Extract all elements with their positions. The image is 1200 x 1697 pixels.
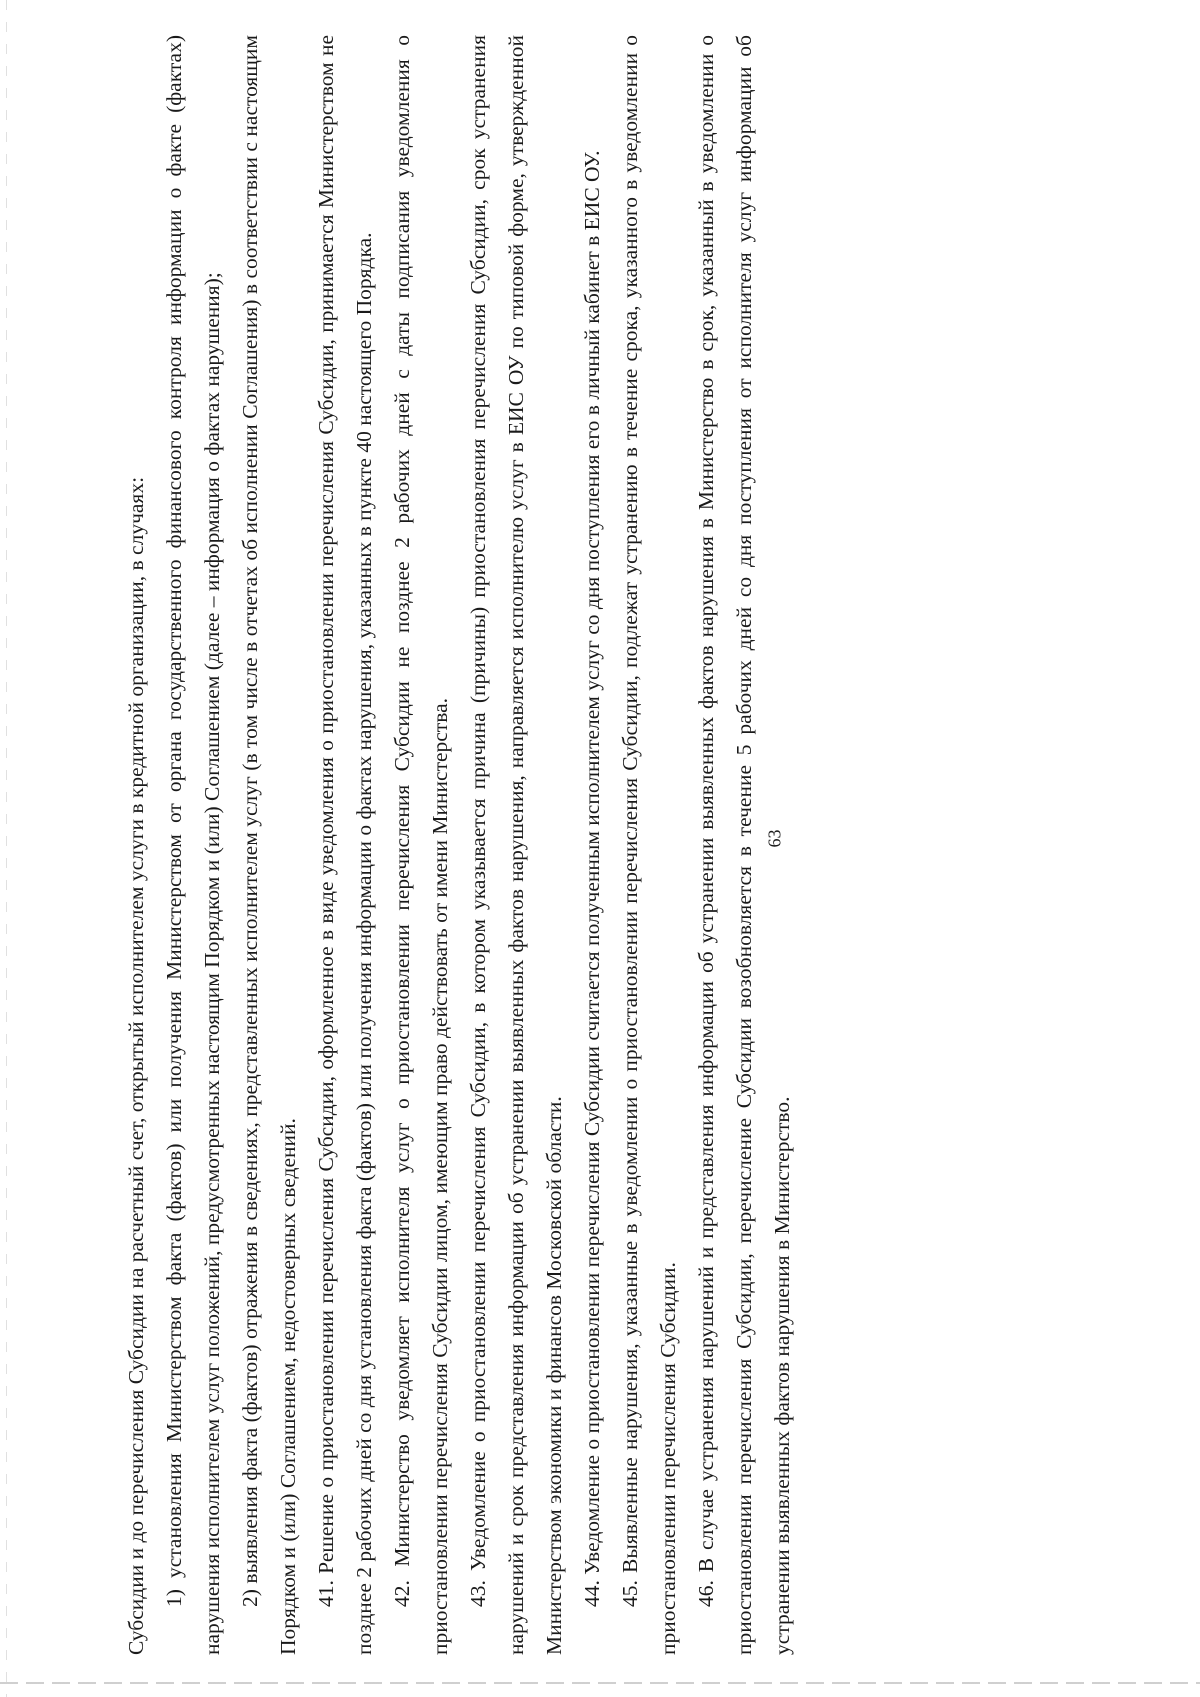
paragraph-continuation: Субсидии и до перечисления Субсидии на расчетный счет, открытый исполнителем услуги в кредитной организации, в случаях: [124, 476, 148, 1655]
paragraph-41: 41. Решение о приостановлении перечисления Субсидии, оформленное в виде уведомления о приостановлении перечисления Субсидии, принимается Министерством не позднее 2 рабочих дней со дня установления факта (фактов) или получения информации о фактах нарушения, указанных в пункте 40 настоящего Порядка. [314, 35, 376, 1655]
document-body [117, 35, 1067, 1655]
paragraph-43: 43. Уведомление о приостановлении перечисления Субсидии, в котором указывается причина (причины) приостановления перечисления Субсидии, срок устранения нарушений и срок представления информации об устранении выявленных фактов нарушения, направляется исполнителю услуг в ЕИС ОУ по типовой форме, утвержденной Министерством экономики и финансов Московской области. [466, 35, 566, 1655]
paragraph-46: 46. В случае устранения нарушений и представления информации об устранении выявленных фактов нарушения в Министерство в срок, указанный в уведомлении о приостановлении перечисления Субсидии, перечисление Субсидии возобновляется в течение 5 рабочих дней со дня поступления от исполнителя услуг информации об устранении выявленных фактов нарушения в Министерство. [694, 35, 794, 1655]
page-number: 63 [764, 829, 785, 848]
scan-edge-left [6, 0, 7, 1697]
paragraph-44: 44. Уведомление о приостановлении перечисления Субсидии считается полученным исполнителем услуг со дня поступления его в личный кабинет в ЕИС ОУ. [580, 150, 604, 1607]
scan-edge-bottom [0, 1682, 1200, 1684]
paragraph-42: 42. Министерство уведомляет исполнителя услуг о приостановлении перечисления Субсидии не позднее 2 рабочих дней с даты подписания уведомления о приостановлении перечисления Субсидии лицом, имеющим право действовать от имени Министерства. [390, 35, 452, 1655]
paragraph-item-2: 2) выявления факта (фактов) отражения в сведениях, представленных исполнителем услуг (в том числе в отчетах об исполнении Соглашения) в соответствии с настоящим Порядком и (или) Соглашением, недостоверных сведений. [238, 35, 300, 1655]
paragraph-item-1: 1) установления Министерством факта (фактов) или получения Министерством от органа государственного финансового контроля информации о факте (фактах) нарушения исполнителем услуг положений, предусмотренных настоящим Порядком и (или) Соглашением (далее – информация о фактах нарушения); [162, 35, 224, 1655]
paragraph-45: 45. Выявленные нарушения, указанные в уведомлении о приостановлении перечисления Субсидии, подлежат устранению в течение срока, указанного в уведомлении о приостановлении перечисления Субсидии. [618, 35, 680, 1655]
